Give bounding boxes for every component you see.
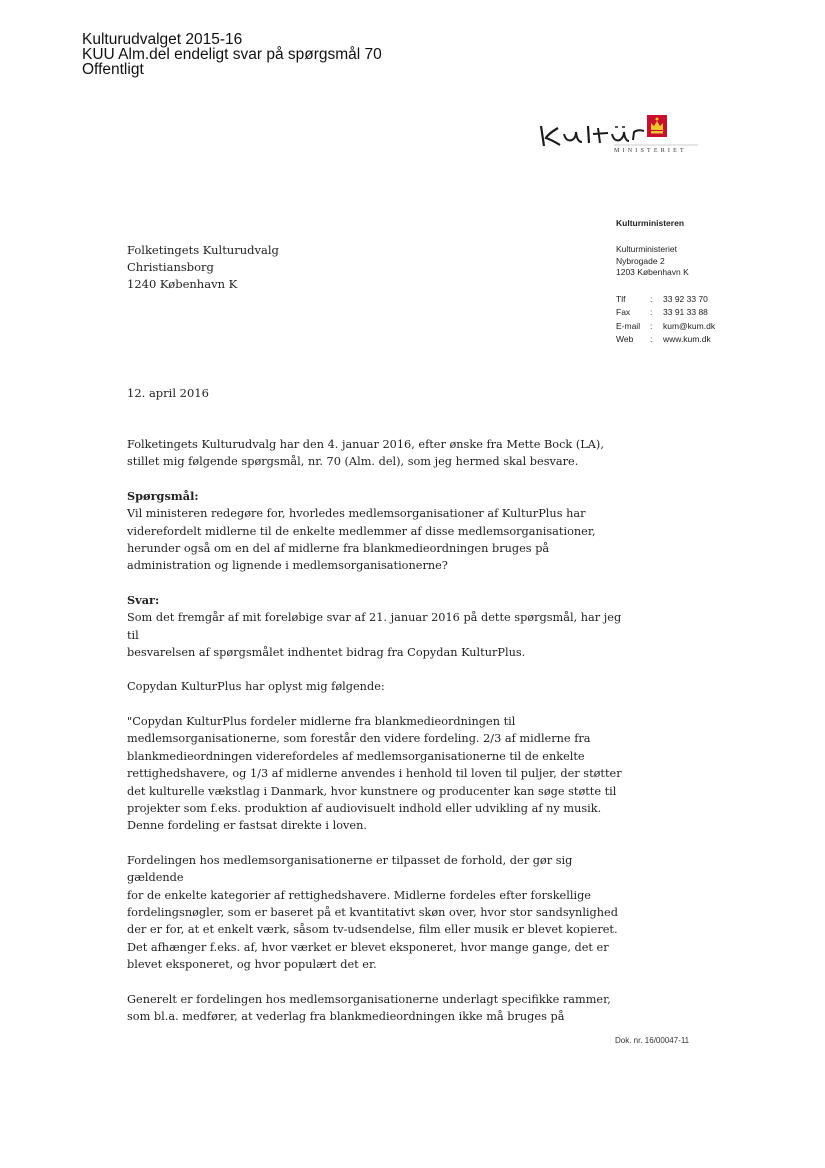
stamp-committee: Kulturudvalget 2015-16	[82, 31, 243, 48]
text-line: rettighedshavere, og 1/3 af midlerne anvendes i henhold til loven til puljer, der støtter	[127, 767, 622, 781]
letter-body	[127, 436, 627, 1025]
contact-value: 33 91 33 88	[663, 307, 708, 317]
text-line: projekter som f.eks. produktion af audiovisuelt indhold eller udvikling af ny musik.	[127, 801, 602, 815]
recipient-building: Christiansborg	[127, 260, 214, 274]
quote-paragraph-3	[127, 991, 627, 1026]
stamp-reference: KUU Alm.del endeligt svar på spørgsmål 70	[82, 46, 382, 63]
sender-city: 1203 København K	[616, 267, 689, 277]
contact-row-email	[616, 320, 715, 334]
contact-value: www.kum.dk	[663, 334, 711, 344]
quote-paragraph-1	[127, 713, 627, 835]
sender-block	[616, 218, 715, 347]
contact-row-fax	[616, 306, 715, 320]
contact-separator: :	[650, 293, 653, 304]
text-line: Denne fordeling er fastsat direkte i loven.	[127, 819, 367, 833]
contact-list	[616, 293, 715, 347]
contact-value: 33 92 33 70	[663, 293, 708, 304]
logo-subtitle: MINISTERIET	[614, 148, 687, 154]
quote-paragraph-2	[127, 852, 627, 974]
document-number: Dok. nr. 16/00047-11	[615, 1036, 690, 1045]
text-line: der er for, at et enkelt værk, såsom tv-udsendelse, film eller musik er blevet kopieret.	[127, 923, 618, 937]
answer-paragraph	[127, 609, 627, 661]
text-line: administration og lignende i medlemsorganisationerne?	[127, 559, 448, 573]
contact-separator: :	[650, 334, 653, 344]
kulturministeriet-logo	[536, 112, 706, 162]
text-line: Folketingets Kulturudvalg har den 4. januar 2016, efter ønske fra Mette Bock (LA),	[127, 438, 604, 451]
text-line: Fordelingen hos medlemsorganisationerne er tilpasset de forhold, der gør sig gældende	[127, 853, 573, 885]
contact-label: E-mail	[616, 320, 641, 331]
sender-address	[616, 244, 715, 279]
text-line: det kulturelle vækstlag i Danmark, hvor kunstnere og producenter kan søge støtte til	[127, 784, 617, 798]
sender-title: Kulturministeren	[616, 218, 685, 228]
contact-label: Web	[616, 334, 634, 344]
recipient-name: Folketingets Kulturudvalg	[127, 243, 279, 257]
contact-row-web	[616, 333, 715, 347]
text-line: viderefordelt midlerne til de enkelte medlemmer af disse medlemsorganisationer,	[127, 524, 596, 538]
sender-org: Kulturministeriet	[616, 244, 677, 254]
recipient-address	[127, 242, 279, 293]
stamp-status: Offentligt	[82, 61, 144, 78]
contact-label: Fax	[616, 307, 631, 317]
text-line: "Copydan KulturPlus fordeler midlerne fra blankmedieordningen til	[127, 714, 516, 728]
contact-separator: :	[650, 307, 653, 317]
text-line: stillet mig følgende spørgsmål, nr. 70 (Alm. del), som jeg hermed skal besvare.	[127, 455, 579, 469]
text-line: Som det fremgår af mit foreløbige svar af 21. januar 2016 på dette spørgsmål, har jeg til	[127, 611, 622, 642]
text-line: herunder også om en del af midlerne fra blankmedieordningen bruges på	[127, 542, 550, 556]
text-line: Det afhænger f.eks. af, hvor værket er blevet eksponeret, hvor mange gange, det er	[127, 940, 609, 954]
text-line: blevet eksponeret, og hvor populært det er.	[127, 958, 377, 972]
sender-street: Nybrogade 2	[616, 255, 665, 266]
kultur-wordmark-icon	[536, 112, 706, 162]
question-paragraph	[127, 505, 627, 575]
answer-heading: Svar:	[127, 592, 160, 607]
text-line: medlemsorganisationerne, som forestår den videre fordeling. 2/3 af midlerne fra	[127, 732, 591, 746]
contact-row-phone	[616, 293, 715, 307]
crown-icon	[647, 115, 667, 137]
intro-paragraph	[127, 436, 627, 471]
letter-date: 12. april 2016	[127, 386, 209, 400]
info-line: Copydan KulturPlus har oplyst mig følgende:	[127, 680, 385, 694]
text-line: besvarelsen af spørgsmålet indhentet bidrag fra Copydan KulturPlus.	[127, 646, 526, 660]
text-line: blankmedieordningen viderefordeles af medlemsorganisationerne til de enkelte	[127, 749, 585, 763]
document-stamp	[82, 32, 382, 77]
contact-value: kum@kum.dk	[663, 320, 716, 331]
contact-label: Tlf	[616, 293, 626, 304]
recipient-city: 1240 København K	[127, 277, 238, 291]
question-heading: Spørgsmål:	[127, 488, 199, 503]
contact-separator: :	[650, 320, 653, 331]
text-line: Generelt er fordelingen hos medlemsorganisationerne underlagt specifikke rammer,	[127, 992, 611, 1006]
text-line: som bl.a. medfører, at vederlag fra blankmedieordningen ikke må bruges på	[127, 1009, 565, 1023]
text-line: fordelingsnøgler, som er baseret på et kvantitativt skøn over, hvor stor sandsynlighed	[127, 905, 618, 919]
text-line: for de enkelte kategorier af rettighedshavere. Midlerne fordeles efter forskellige	[127, 888, 591, 902]
text-line: Vil ministeren redegøre for, hvorledes medlemsorganisationer af KulturPlus har	[127, 507, 586, 521]
